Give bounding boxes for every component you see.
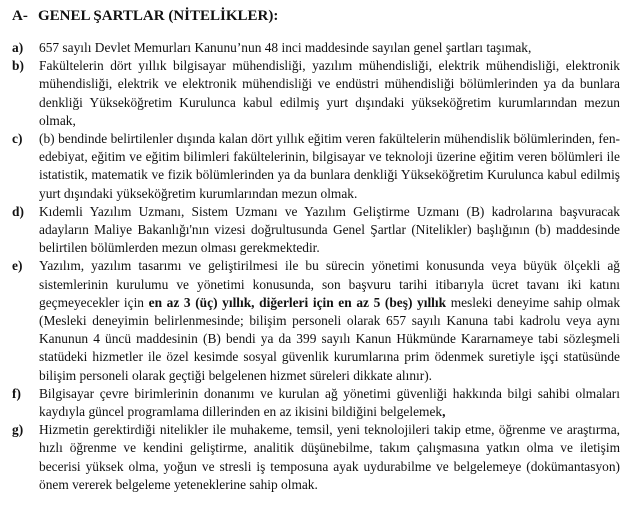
item-letter: a) <box>12 40 24 55</box>
item-text: Hizmetin gerektirdiği nitelikler ile muhakeme, temsil, yeni teknolojileri takip etme, öğrenme ve araştırma, hızlı öğrenme ve kendini geliştirme, analitik düşünebilme, takım çalışmasına yatkın olma ve iletişim becerisi yüksek olma, yoğun ve stresli iş temposuna ayak uydurabilme ve belgelemeye (dokümantasyon) önem vererek belgeleme yeteneklerine sahip olmak. <box>39 422 620 492</box>
list-item-b <box>12 57 620 130</box>
item-text: Fakültelerin dört yıllık bilgisayar mühendisliği, yazılım mühendisliği, elektrik mühendisliği, elektronik mühendisliği, elektrik ve elektronik mühendisliği ve endüstri mühendisliği bölümlerinden ya da bunlara denkliği Yükseköğretim Kurulunca kabul edilmiş yurt dışındaki yükseköğretim kurumlarından mezun olmak, <box>39 58 620 128</box>
item-letter: e) <box>12 258 23 274</box>
item-text <box>39 257 620 384</box>
item-text <box>39 385 620 421</box>
item-text: Kıdemli Yazılım Uzmanı, Sistem Uzmanı ve Yazılım Geliştirme Uzmanı (B) kadrolarına başvuracak adayların Maliye Bakanlığı'nın vizesi doğrultusunda Genel Şartlar (Nitelikler) başlığının (b) maddesinde belirtilen bölümlerden mezun olması gerekmektedir. <box>39 203 620 256</box>
item-text-emphasis: en az 3 (üç) yıllık, diğerleri için en az 5 (beş) yıllık <box>148 294 447 310</box>
section-heading <box>12 6 620 26</box>
item-text-part: Bilgisayar çevre birimlerinin donanımı ve kurulan ağ yönetimi güvenliği hakkında bilgi sahibi olmaları kaydıyla güncel programlama dillerinden en az ikisini bildiğini belgelemek <box>39 385 620 420</box>
item-letter: g) <box>12 422 24 438</box>
item-text-part: mesleki deneyime sahip olmak (Mesleki deneyimin belirlenmesinde; bilişim personeli olarak 657 sayılı Kanuna tabi kadrolu veya aynı Kanunun 4 üncü maddesinin (B) bendi ya da 399 sayılı Kanun Hükmünde Kararnameye tabi sözleşmeli statüdeki hizmetler ile özel kesimde sosyal güvenlik kurumlarına prim ödenmek suretiyle işçi statüsünde bilişim personeli olarak geçtiği belgelenen hizmet süreleri dikkate alınır). <box>39 294 621 383</box>
section-letter: A- <box>12 8 28 24</box>
list-item-e <box>12 257 620 384</box>
list-item-d <box>12 203 620 258</box>
list-item-c <box>12 130 620 203</box>
item-text: (b) bendinde belirtilenler dışında kalan dört yıllık eğitim veren fakültelerin mühendislik bölümlerinden, fen-edebiyat, eğitim ve eğitim bilimleri fakültelerinin, bilgisayar ve teknoloji üzerine eğitim veren bölümleri ile istatistik, matematik ve fizik bölümlerinden ya da bunlara denkliği Yükseköğretim Kurulunca kabul edilmiş yurt dışındaki yükseköğretim kurumlarından mezun olmak. <box>39 131 620 201</box>
list-item-a <box>12 39 620 57</box>
item-letter: c) <box>12 131 23 147</box>
item-letter: f) <box>12 385 21 401</box>
item-text: 657 sayılı Devlet Memurları Kanunu’nun 48 inci maddesinde sayılan genel şartları taşımak, <box>39 40 532 55</box>
item-letter: d) <box>12 203 24 219</box>
item-text-part: Yazılım, yazılım tasarımı ve geliştirilmesi ile bu sürecin yönetimi konusunda veya büyük ölçekli ağ sistemlerinin kurulumu ve yönetimi konusunda, son başvuru tarihi itibarıyla ücret tavanı iki katını geçmeyecekler için <box>39 258 620 310</box>
item-letter: b) <box>12 58 24 74</box>
list-item-g <box>12 421 620 494</box>
list-item-f <box>12 385 620 421</box>
item-text-punctuation: , <box>442 404 446 420</box>
section-title: GENEL ŞARTLAR (NİTELİKLER): <box>38 8 279 24</box>
